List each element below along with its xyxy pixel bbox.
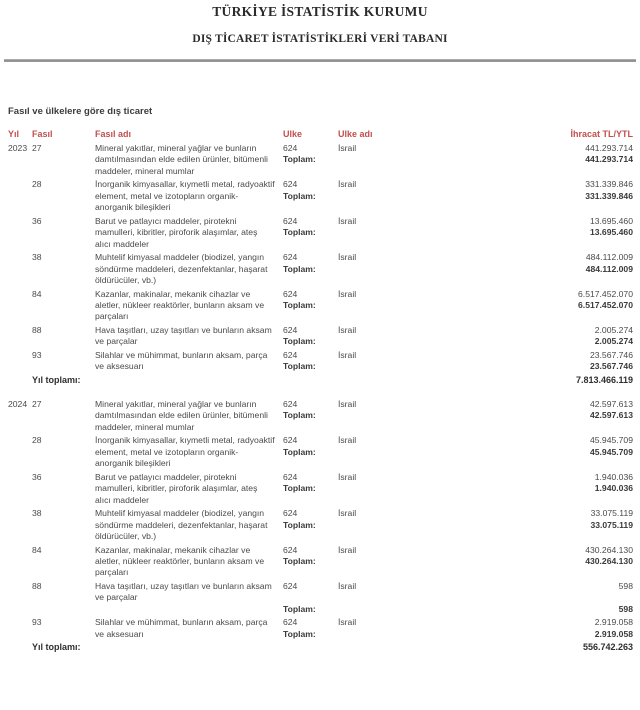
table-row bbox=[0, 350, 640, 375]
table-row bbox=[0, 472, 640, 508]
cell-toplam-label: Toplam: bbox=[283, 361, 316, 372]
table-row bbox=[0, 508, 640, 544]
cell-ulke-adi: İsrail bbox=[338, 544, 357, 555]
cell-ulke: 624 bbox=[283, 215, 298, 226]
cell-ulke-adi: İsrail bbox=[338, 143, 357, 153]
cell-fasil: 93 bbox=[32, 349, 42, 360]
cell-ulke-adi: İsrail bbox=[338, 324, 357, 335]
cell-toplam-value: 598 bbox=[618, 603, 633, 614]
cell-deger: 2.919.058 bbox=[594, 617, 633, 628]
cell-ulke: 624 bbox=[283, 398, 298, 409]
cell-fasil-adi: Barut ve patlayıcı maddeler, pirotekni mamulleri, kibritler, piroforik alaşımlar, ateş alıcı maddeler bbox=[95, 471, 258, 505]
column-header-ihracat: İhracat TL/YTL bbox=[570, 129, 633, 139]
year-total-row bbox=[0, 375, 640, 388]
cell-fasil-adi: Silahlar ve mühimmat, bunların aksam, parça ve aksesuarı bbox=[95, 617, 268, 639]
cell-ulke-adi: İsrail bbox=[338, 508, 357, 519]
cell-ulke: 624 bbox=[283, 143, 298, 153]
cell-toplam-label: Toplam: bbox=[283, 410, 316, 421]
cell-toplam-value: 45.945.709 bbox=[589, 446, 633, 457]
cell-ulke: 624 bbox=[283, 252, 298, 263]
cell-ulke-adi: İsrail bbox=[338, 617, 357, 628]
cell-fasil: 36 bbox=[32, 471, 42, 482]
cell-fasil: 38 bbox=[32, 508, 42, 519]
cell-toplam-value: 6.517.452.070 bbox=[578, 299, 633, 310]
cell-fasil-adi: Kazanlar, makinalar, mekanik cihazlar ve aletler, nükleer reaktörler, bunların aksam ve parçaları bbox=[95, 544, 265, 578]
cell-toplam-value: 430.264.130 bbox=[585, 555, 633, 566]
column-header-fasil: Fasıl bbox=[32, 129, 53, 139]
year-total-value: 7.813.466.119 bbox=[575, 374, 633, 385]
year-total-row bbox=[0, 642, 640, 655]
cell-ulke: 624 bbox=[283, 544, 298, 555]
cell-yil: 2024 bbox=[8, 398, 28, 409]
cell-deger: 441.293.714 bbox=[585, 143, 633, 153]
cell-fasil-adi: İnorganik kimyasallar, kıymetli metal, radyoaktif element, metal ve izotopların organik-anorganik bileşikleri bbox=[95, 435, 275, 469]
column-header-ulke-adi: Ulke adı bbox=[338, 129, 373, 139]
cell-fasil: 93 bbox=[32, 617, 42, 628]
page-masthead bbox=[0, 0, 640, 45]
cell-deger: 331.339.846 bbox=[585, 179, 633, 190]
cell-fasil-adi: Barut ve patlayıcı maddeler, pirotekni mamulleri, kibritler, piroforik alaşımlar, ateş alıcı maddeler bbox=[95, 215, 258, 249]
database-title: DIŞ TİCARET İSTATİSTİKLERİ VERİ TABANI bbox=[192, 33, 448, 45]
cell-ulke-adi: İsrail bbox=[338, 179, 357, 190]
cell-deger: 45.945.709 bbox=[589, 435, 633, 446]
column-header-fasil-adi: Fasıl adı bbox=[95, 129, 132, 139]
cell-fasil-adi: Muhtelif kimyasal maddeler (biodizel, yangın söndürme maddeleri, dezenfektanlar, haşarat öldürücüler, vb.) bbox=[95, 508, 268, 541]
column-header-yil: Yıl bbox=[8, 129, 20, 139]
cell-deger: 430.264.130 bbox=[585, 544, 633, 555]
cell-fasil-adi: Mineral yakıtlar, mineral yağlar ve bunların damtılmasından elde edilen ürünler, bitümenli maddeler, mineral mumlar bbox=[95, 143, 268, 176]
cell-toplam-label: Toplam: bbox=[283, 190, 316, 201]
cell-fasil: 28 bbox=[32, 435, 42, 446]
cell-toplam-label: Toplam: bbox=[283, 555, 316, 566]
cell-toplam-value: 33.075.119 bbox=[590, 519, 633, 530]
table-row bbox=[0, 216, 640, 252]
cell-ulke: 624 bbox=[283, 349, 298, 360]
cell-ulke: 624 bbox=[283, 617, 298, 628]
cell-deger: 13.695.460 bbox=[589, 215, 633, 226]
cell-deger: 1.940.036 bbox=[594, 471, 633, 482]
cell-fasil: 28 bbox=[32, 179, 42, 190]
cell-fasil-adi: Muhtelif kimyasal maddeler (biodizel, yangın söndürme maddeleri, dezenfektanlar, haşarat öldürücüler, vb.) bbox=[95, 252, 268, 285]
cell-ulke-adi: İsrail bbox=[338, 252, 357, 263]
cell-ulke: 624 bbox=[283, 471, 298, 482]
cell-fasil: 38 bbox=[32, 252, 42, 263]
header-divider bbox=[4, 59, 636, 62]
cell-toplam-value: 13.695.460 bbox=[589, 227, 633, 238]
cell-ulke-adi: İsrail bbox=[338, 215, 357, 226]
cell-toplam-label: Toplam: bbox=[283, 263, 316, 274]
trade-table bbox=[0, 129, 640, 655]
cell-deger: 484.112.009 bbox=[585, 252, 633, 263]
cell-ulke-adi: İsrail bbox=[338, 398, 357, 409]
cell-fasil: 88 bbox=[32, 324, 42, 335]
cell-toplam-label: Toplam: bbox=[283, 446, 316, 457]
cell-toplam-value: 23.567.746 bbox=[589, 361, 633, 372]
cell-ulke-adi: İsrail bbox=[338, 435, 357, 446]
cell-toplam-value: 42.597.613 bbox=[589, 410, 633, 421]
cell-ulke-adi: İsrail bbox=[338, 349, 357, 360]
table-row bbox=[0, 399, 640, 435]
table-row bbox=[0, 179, 640, 215]
column-header-ulke: Ulke bbox=[283, 129, 303, 139]
table-row bbox=[0, 252, 640, 288]
table-row bbox=[0, 581, 640, 617]
cell-toplam-label: Toplam: bbox=[283, 227, 316, 238]
cell-ulke: 624 bbox=[283, 580, 298, 591]
year-total-value: 556.742.263 bbox=[582, 642, 633, 653]
cell-fasil-adi: Silahlar ve mühimmat, bunların aksam, parça ve aksesuarı bbox=[95, 349, 268, 372]
cell-toplam-value: 441.293.714 bbox=[585, 154, 633, 165]
cell-fasil-adi: Kazanlar, makinalar, mekanik cihazlar ve aletler, nükleer reaktörler, bunların aksam ve parçaları bbox=[95, 288, 265, 322]
cell-toplam-label: Toplam: bbox=[283, 483, 316, 494]
report-caption: Fasıl ve ülkelere göre dış ticaret bbox=[8, 106, 153, 117]
cell-ulke-adi: İsrail bbox=[338, 288, 357, 299]
cell-toplam-label: Toplam: bbox=[283, 336, 316, 347]
cell-toplam-value: 1.940.036 bbox=[594, 483, 633, 494]
cell-ulke: 624 bbox=[283, 324, 298, 335]
year-total-label: Yıl toplamı: bbox=[32, 374, 81, 385]
cell-toplam-label: Toplam: bbox=[283, 628, 316, 639]
table-row bbox=[0, 289, 640, 325]
cell-toplam-value: 2.919.058 bbox=[594, 628, 633, 639]
cell-ulke-adi: İsrail bbox=[338, 471, 357, 482]
cell-deger: 42.597.613 bbox=[589, 398, 633, 409]
cell-deger: 23.567.746 bbox=[589, 349, 633, 360]
cell-toplam-label: Toplam: bbox=[283, 519, 316, 530]
cell-deger: 33.075.119 bbox=[590, 508, 633, 519]
cell-deger: 6.517.452.070 bbox=[578, 288, 633, 299]
table-header-row bbox=[0, 129, 640, 143]
cell-yil: 2023 bbox=[8, 143, 28, 153]
cell-toplam-label: Toplam: bbox=[283, 299, 316, 310]
cell-fasil-adi: Mineral yakıtlar, mineral yağlar ve bunların damtılmasından elde edilen ürünler, bitümenli maddeler, mineral mumlar bbox=[95, 398, 268, 432]
cell-ulke: 624 bbox=[283, 288, 298, 299]
cell-deger: 598 bbox=[618, 580, 633, 591]
cell-fasil-adi: Hava taşıtları, uzay taşıtları ve bunların aksam ve parçalar bbox=[95, 580, 272, 603]
table-row bbox=[0, 617, 640, 642]
cell-fasil: 36 bbox=[32, 215, 42, 226]
organization-title: TÜRKİYE İSTATİSTİK KURUMU bbox=[212, 4, 428, 19]
cell-fasil: 88 bbox=[32, 580, 42, 591]
year-group-spacer bbox=[0, 388, 640, 399]
cell-ulke: 624 bbox=[283, 435, 298, 446]
cell-ulke-adi: İsrail bbox=[338, 580, 357, 591]
table-row bbox=[0, 143, 640, 179]
cell-toplam-label: Toplam: bbox=[283, 154, 316, 165]
year-total-label: Yıl toplamı: bbox=[32, 642, 81, 653]
cell-fasil-adi: Hava taşıtları, uzay taşıtları ve bunların aksam ve parçalar bbox=[95, 324, 272, 347]
cell-toplam-label: Toplam: bbox=[283, 603, 316, 614]
table-row bbox=[0, 325, 640, 350]
cell-fasil: 27 bbox=[32, 398, 42, 409]
cell-toplam-value: 331.339.846 bbox=[585, 190, 633, 201]
cell-fasil: 84 bbox=[32, 544, 42, 555]
cell-fasil: 27 bbox=[32, 143, 42, 153]
cell-deger: 2.005.274 bbox=[594, 324, 633, 335]
cell-toplam-value: 484.112.009 bbox=[585, 263, 633, 274]
cell-ulke: 624 bbox=[283, 179, 298, 190]
cell-fasil: 84 bbox=[32, 288, 42, 299]
table-row bbox=[0, 435, 640, 471]
cell-ulke: 624 bbox=[283, 508, 298, 519]
table-row bbox=[0, 545, 640, 581]
cell-fasil-adi: İnorganik kimyasallar, kıymetli metal, radyoaktif element, metal ve izotopların organik-anorganik bileşikleri bbox=[95, 179, 275, 213]
cell-toplam-value: 2.005.274 bbox=[594, 336, 633, 347]
